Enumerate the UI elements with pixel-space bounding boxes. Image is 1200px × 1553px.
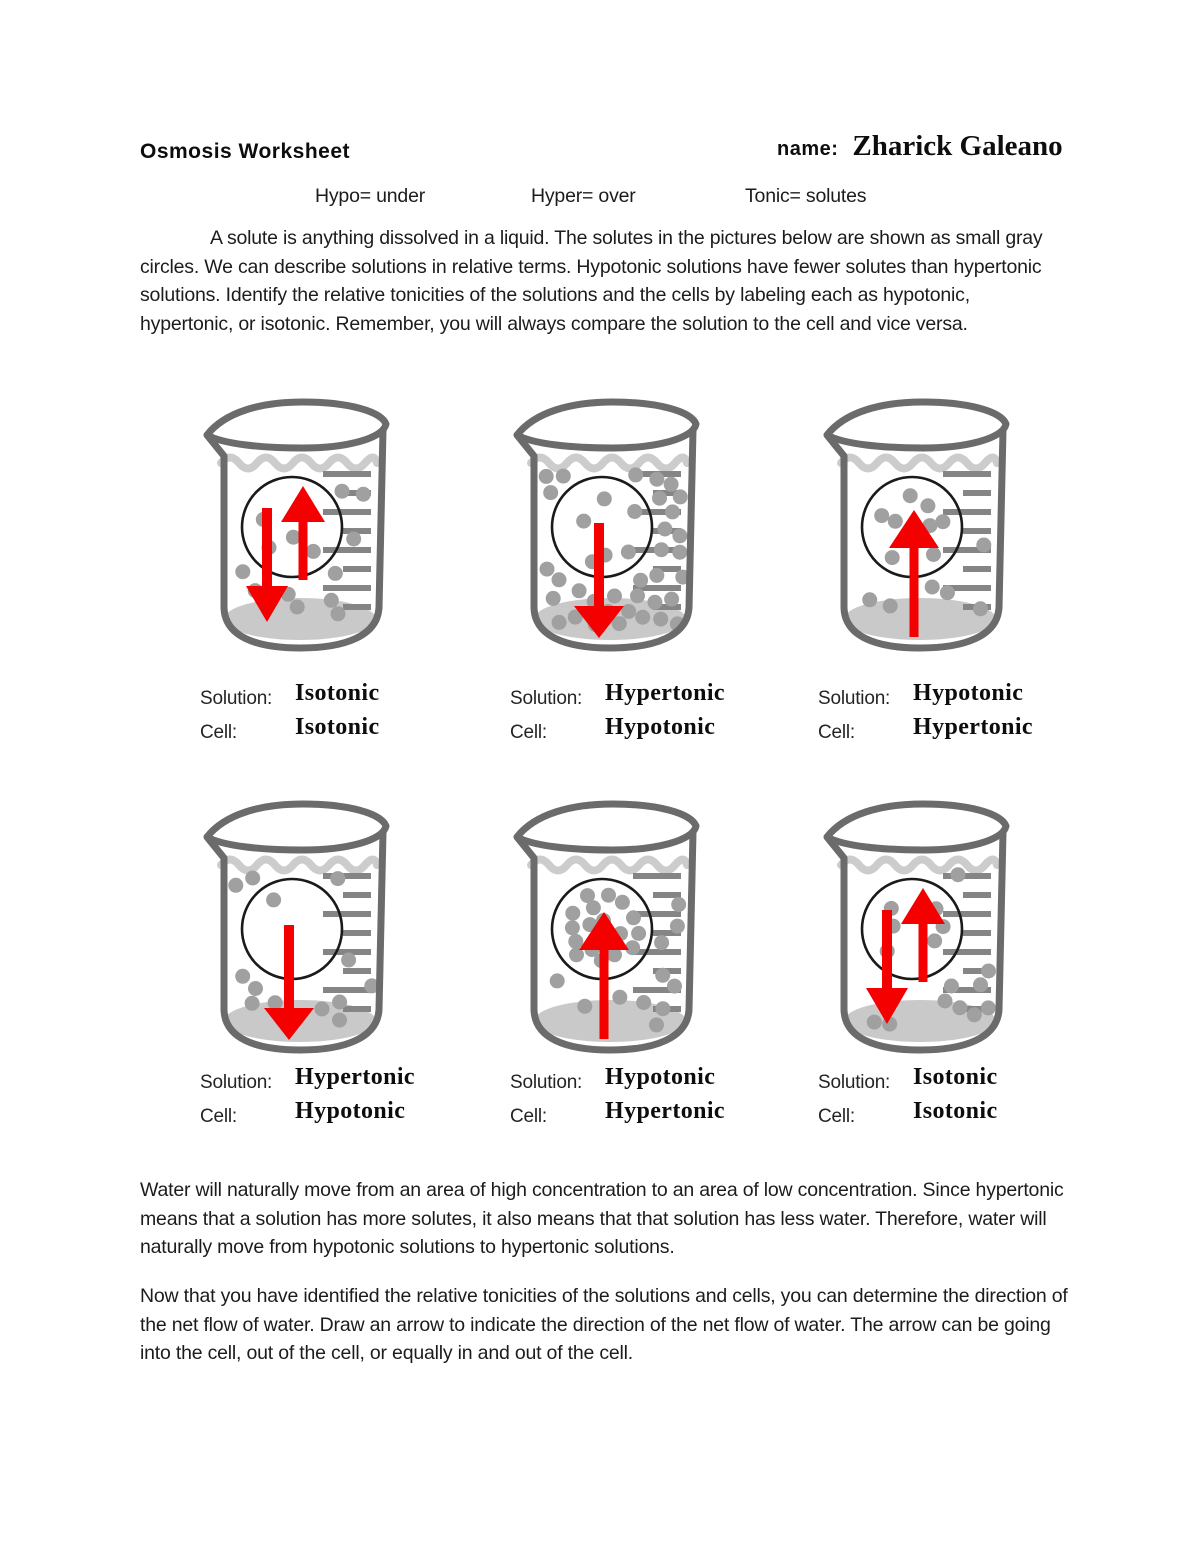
solution-label: Solution:	[818, 1072, 891, 1093]
solution-label: Solution:	[200, 688, 273, 709]
cell-membrane	[242, 477, 342, 577]
solute-dot	[885, 550, 900, 565]
water-line	[531, 458, 687, 469]
beaker-4-answers	[200, 1064, 510, 1136]
solute-dot	[586, 900, 601, 915]
solute-dot	[927, 933, 942, 948]
beaker-6-answers	[818, 1064, 1128, 1136]
solute-dot	[612, 990, 627, 1005]
solute-dot	[615, 895, 630, 910]
water-line	[221, 458, 377, 469]
beaker-diagram-6	[817, 792, 1017, 1062]
water-line	[841, 458, 997, 469]
solute-dot	[926, 547, 941, 562]
solute-dot	[235, 969, 250, 984]
cell-label: Cell:	[818, 722, 856, 743]
solute-dot	[672, 528, 687, 543]
beaker-svg	[507, 390, 707, 660]
water-line	[531, 860, 687, 871]
solute-dot	[976, 538, 991, 553]
solute-dot	[626, 910, 641, 925]
solute-dot	[967, 1007, 982, 1022]
solute-dot	[543, 485, 558, 500]
water-flow-paragraph: Water will naturally move from an area of high concentration to an area of low concentration. Since hypertonic means that a solution has more solutes, it also means that that solution has less water. Therefore, water will naturally move from hypotonic solutions to hypertonic solutions.	[140, 1179, 1064, 1258]
cell-answer: Hypertonic	[605, 1098, 725, 1124]
solute-dot	[332, 1013, 347, 1028]
beaker-1-answers	[200, 680, 510, 752]
solution-label: Solution:	[510, 688, 583, 709]
solute-dot	[981, 1000, 996, 1015]
cell-label: Cell:	[510, 722, 548, 743]
solution-answer: Hypotonic	[605, 1064, 716, 1090]
solute-dot	[655, 968, 670, 983]
solute-dot	[346, 532, 361, 547]
solute-dot	[628, 467, 643, 482]
solute-dot	[883, 598, 898, 613]
solute-dot	[577, 999, 592, 1014]
solute-dot	[550, 973, 565, 988]
solute-dot	[341, 953, 356, 968]
solute-dot	[540, 562, 555, 577]
solution-answer: Isotonic	[295, 680, 380, 706]
key-term-hypo: Hypo= under	[315, 185, 426, 207]
beaker-2-answers	[510, 680, 820, 752]
solute-dot	[228, 878, 243, 893]
cell-answer: Hypotonic	[605, 714, 716, 740]
solute-dot	[973, 601, 988, 616]
solute-dot	[328, 566, 343, 581]
solute-dot	[672, 545, 687, 560]
solute-dot	[306, 544, 321, 559]
solute-dot	[633, 573, 648, 588]
solute-dot	[925, 580, 940, 595]
net-flow-paragraph: Now that you have identified the relative tonicities of the solutions and cells, you can determine the direction of the net flow of water. Draw an arrow to indicate the direction of the net flow of water. The arrow can be going into the cell, out of the cell, or equally in and out of the cell.	[140, 1285, 1068, 1364]
solute-dot	[920, 498, 935, 513]
solute-dot	[245, 871, 260, 886]
solute-dot	[647, 595, 662, 610]
beaker-diagram-4	[197, 792, 397, 1062]
solute-dot	[324, 593, 339, 608]
solute-dot	[245, 996, 260, 1011]
cell-answer: Isotonic	[913, 1098, 998, 1124]
key-term-hyper: Hyper= over	[531, 185, 636, 207]
water-line	[841, 860, 997, 871]
solute-dot	[565, 906, 580, 921]
cell-label: Cell:	[818, 1106, 856, 1127]
intro-paragraph: A solute is anything dissolved in a liquid. The solutes in the pictures below are shown as small gray circles. We can describe solutions in relative terms. Hypotonic solutions have fewer solutes than hypertonic solutions. Identify the relative tonicities of the solutions and the cells by labeling each as hypotonic, hypertonic, or isotonic. Remember, you will always compare the solution to the cell and vice versa.	[140, 227, 1043, 335]
solute-dot	[630, 588, 645, 603]
solute-dot	[652, 491, 667, 506]
solute-dot	[635, 610, 650, 625]
solute-dot	[665, 504, 680, 519]
cell-answer: Hypertonic	[913, 714, 1033, 740]
solute-dot	[621, 545, 636, 560]
solute-dot	[867, 1015, 882, 1030]
solute-dot	[636, 995, 651, 1010]
solute-dot	[607, 589, 622, 604]
solute-dot	[335, 484, 350, 499]
solute-dot	[266, 892, 281, 907]
solute-dot	[356, 487, 371, 502]
solute-dot	[649, 472, 664, 487]
student-name: Zharick Galeano	[852, 130, 1063, 162]
solute-dot	[248, 981, 263, 996]
name-field	[777, 130, 1063, 163]
cell-label: Cell:	[510, 1106, 548, 1127]
solute-dot	[655, 1001, 670, 1016]
solute-dot	[653, 612, 668, 627]
water-line	[221, 860, 377, 871]
key-term-tonic: Tonic= solutes	[745, 185, 867, 207]
cell-label: Cell:	[200, 722, 238, 743]
solute-dot	[649, 1017, 664, 1032]
solute-dot	[565, 920, 580, 935]
solute-dot	[631, 926, 646, 941]
solution-label: Solution:	[510, 1072, 583, 1093]
solute-dot	[888, 514, 903, 529]
beaker-svg	[507, 792, 707, 1062]
solute-dot	[597, 491, 612, 506]
beaker-diagram-1	[197, 390, 397, 660]
beaker-svg	[197, 792, 397, 1062]
solution-label: Solution:	[200, 1072, 273, 1093]
beaker-svg	[817, 390, 1017, 660]
solute-dot	[654, 935, 669, 950]
solute-dot	[981, 964, 996, 979]
solute-dot	[973, 977, 988, 992]
beaker-svg	[197, 390, 397, 660]
solute-dot	[552, 572, 567, 587]
solute-dot	[935, 514, 950, 529]
solute-dot	[268, 995, 283, 1010]
solute-dot	[332, 995, 347, 1010]
solute-dot	[331, 606, 346, 621]
solution-answer: Hypertonic	[605, 680, 725, 706]
beaker-svg	[817, 792, 1017, 1062]
solute-dot	[657, 522, 672, 537]
solute-dot	[330, 871, 345, 886]
solute-dot	[576, 514, 591, 529]
solute-dot	[944, 979, 959, 994]
beaker-5-answers	[510, 1064, 820, 1136]
solute-dot	[664, 477, 679, 492]
cell-answer: Isotonic	[295, 714, 380, 740]
cell-label: Cell:	[200, 1106, 238, 1127]
solution-answer: Hypotonic	[913, 680, 1024, 706]
solution-label: Solution:	[818, 688, 891, 709]
page-title: Osmosis Worksheet	[140, 140, 351, 163]
solute-dot	[601, 888, 616, 903]
solute-dot	[667, 979, 682, 994]
beaker-diagram-5	[507, 792, 707, 1062]
solute-dot	[290, 600, 305, 615]
beaker-3-answers	[818, 680, 1128, 752]
cell-answer: Hypotonic	[295, 1098, 406, 1124]
solute-dot	[862, 592, 877, 607]
solute-dot	[315, 1002, 330, 1017]
solute-dot	[572, 583, 587, 598]
solute-dot	[903, 488, 918, 503]
solute-dot	[952, 1000, 967, 1015]
solute-dot	[874, 508, 889, 523]
name-label: name:	[777, 138, 839, 160]
solute-dot	[539, 469, 554, 484]
solute-dot	[951, 867, 966, 882]
solution-answer: Hypertonic	[295, 1064, 415, 1090]
beaker-diagram-3	[817, 390, 1017, 660]
solute-dot	[568, 934, 583, 949]
solute-dot	[938, 994, 953, 1009]
solute-dot	[546, 591, 561, 606]
solute-dot	[670, 919, 685, 934]
solute-dot	[235, 564, 250, 579]
solute-dot	[664, 592, 679, 607]
solute-dot	[673, 489, 688, 504]
solute-dot	[654, 542, 669, 557]
solute-dot	[940, 585, 955, 600]
solute-dot	[556, 469, 571, 484]
solute-dot	[671, 897, 686, 912]
solute-dot	[627, 504, 642, 519]
solute-dot	[552, 615, 567, 630]
solution-answer: Isotonic	[913, 1064, 998, 1090]
beaker-diagram-2	[507, 390, 707, 660]
solute-dot	[649, 568, 664, 583]
